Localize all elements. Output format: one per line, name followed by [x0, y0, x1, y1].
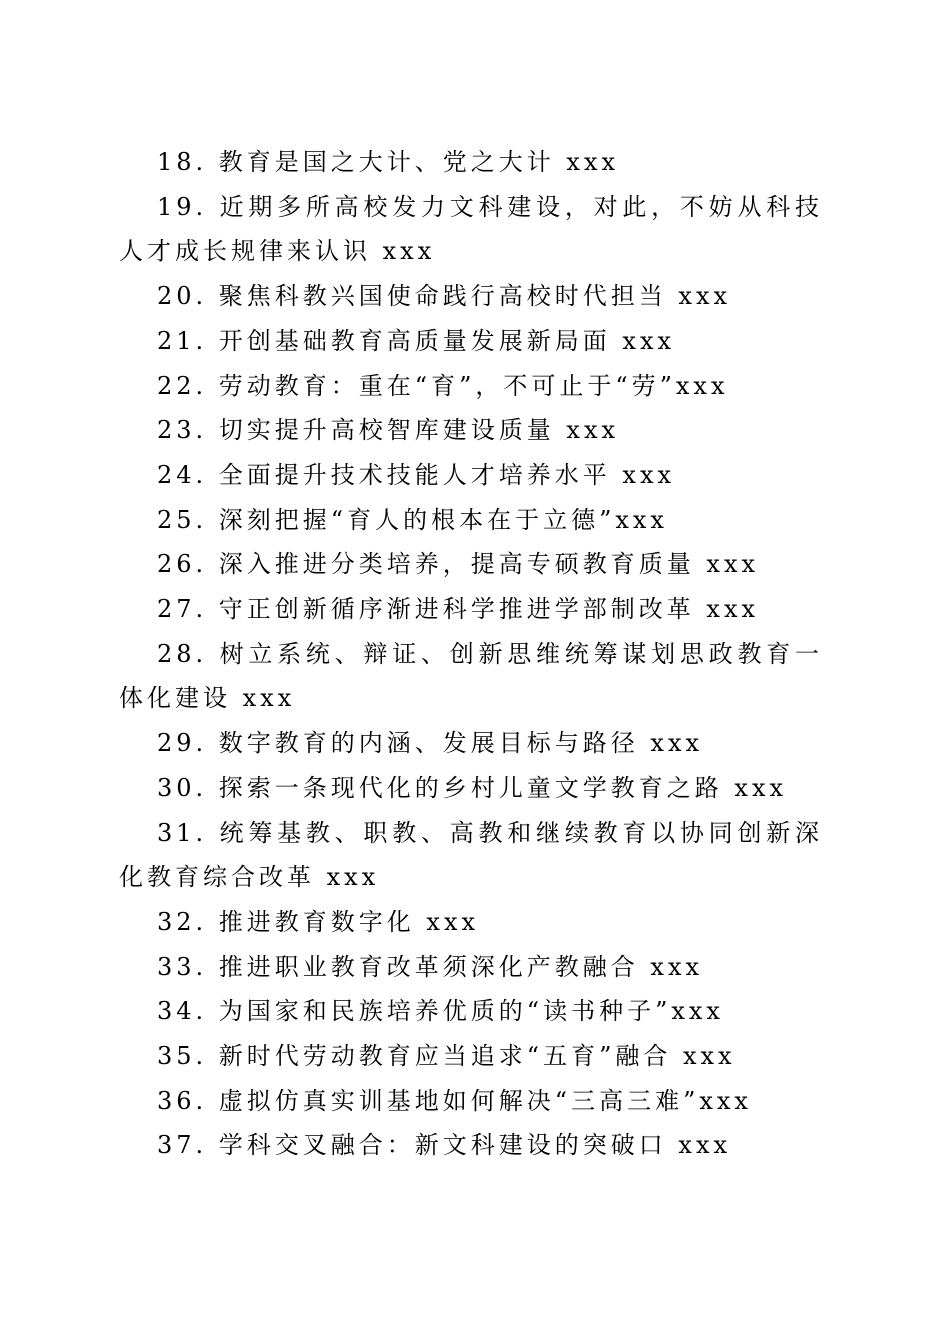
list-item: 37. 学科交叉融合：新文科建设的突破口 xxx: [157, 1131, 732, 1160]
list-item: 24. 全面提升技术技能人才培养水平 xxx: [157, 460, 676, 489]
list-item: 30. 探索一条现代化的乡村儿童文学教育之路 xxx: [157, 773, 788, 802]
list-item: 28. 树立系统、辩证、创新思维统筹谋划思政教育一体化建设 xxx: [119, 639, 823, 713]
list-item: 18. 教育是国之大计、党之大计 xxx: [157, 148, 620, 176]
title-list: [119, 140, 823, 1168]
list-item: 25. 深刻把握“育人的根本在于立德”xxx: [157, 505, 668, 534]
list-item: 27. 守正创新循序渐进科学推进学部制改革 xxx: [157, 595, 760, 624]
list-item: 23. 切实提升高校智库建设质量 xxx: [157, 416, 620, 445]
list-item: 26. 深入推进分类培养，提高专硕教育质量 xxx: [157, 550, 760, 579]
list-item: 34. 为国家和民族培养优质的“读书种子”xxx: [157, 997, 724, 1026]
list-item: 20. 聚焦科教兴国使命践行高校时代担当 xxx: [157, 282, 732, 311]
list-item: 19. 近期多所高校发力文科建设，对此，不妨从科技人才成长规律来认识 xxx: [119, 192, 823, 266]
list-item: 35. 新时代劳动教育应当追求“五育”融合 xxx: [157, 1042, 736, 1071]
list-item: 32. 推进教育数字化 xxx: [157, 907, 480, 936]
list-item: 21. 开创基础教育高质量发展新局面 xxx: [157, 326, 676, 355]
list-item: 33. 推进职业教育改革须深化产教融合 xxx: [157, 952, 704, 981]
list-item: 22. 劳动教育：重在“育”，不可止于“劳”xxx: [157, 371, 729, 400]
list-item: 31. 统筹基教、职教、高教和继续教育以协同创新深化教育综合改革 xxx: [119, 818, 823, 892]
list-item: 36. 虚拟仿真实训基地如何解决“三高三难”xxx: [157, 1086, 752, 1115]
list-item: 29. 数字教育的内涵、发展目标与路径 xxx: [157, 729, 704, 758]
